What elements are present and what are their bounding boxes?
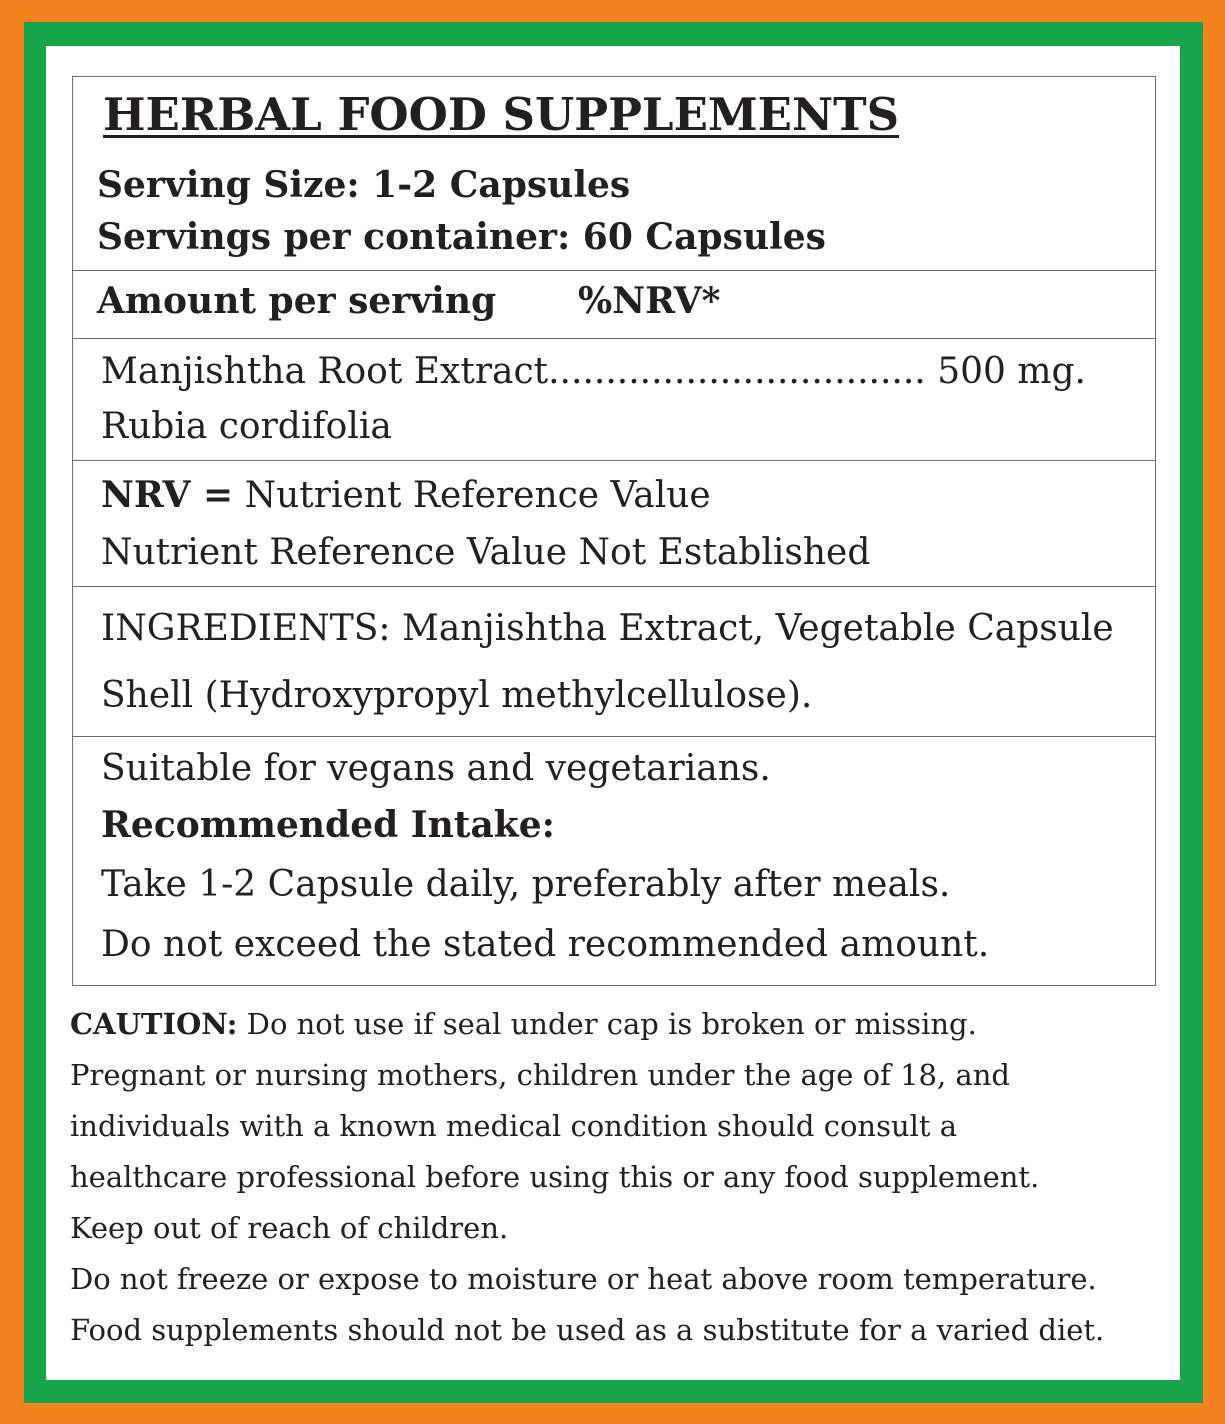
ingredient-section: [73, 339, 1155, 461]
caution-line-6: Do not freeze or expose to moisture or heat above room temperature.: [70, 1262, 1097, 1296]
intake-instruction-1: Take 1-2 Capsule daily, preferably after meals.: [101, 864, 951, 905]
nrv-definition-text: Nutrient Reference Value: [233, 475, 711, 516]
caution-line-5: Keep out of reach of children.: [70, 1211, 509, 1245]
caution-line-3: individuals with a known medical condition should consult a: [70, 1109, 958, 1143]
nrv-definition: [101, 474, 711, 516]
amount-header-section: [73, 271, 1155, 339]
intake-section: [73, 737, 1155, 985]
ingredients-line-2: Shell (Hydroxypropyl methylcellulose).: [101, 675, 813, 716]
caution-line-1: [70, 1007, 977, 1041]
nrv-definition-label: NRV =: [101, 474, 234, 516]
ingredients-line-1: INGREDIENTS: Manjishtha Extract, Vegetable Capsule: [101, 608, 1114, 649]
ingredients-section: [73, 587, 1155, 737]
nrv-definition-section: [73, 461, 1155, 587]
recommended-intake-heading: Recommended Intake:: [101, 804, 555, 846]
servings-per-container: Servings per container: 60 Capsules: [97, 216, 826, 258]
nrv-not-established: Nutrient Reference Value Not Established: [101, 532, 871, 573]
vegan-suitability: Suitable for vegans and vegetarians.: [101, 748, 771, 789]
nrv-column-header: %NRV*: [578, 280, 721, 322]
serving-size: Serving Size: 1-2 Capsules: [97, 164, 631, 206]
intake-instruction-2: Do not exceed the stated recommended amount.: [101, 924, 990, 965]
caution-text: Do not use if seal under cap is broken or missing.: [237, 1007, 977, 1041]
ingredient-amount-line: Manjishtha Root Extract................................. 500 mg.: [101, 351, 1086, 392]
amount-per-serving-header: Amount per serving: [97, 280, 497, 322]
supplement-facts-panel: [72, 76, 1156, 986]
header-section: [73, 77, 1155, 271]
label-title: HERBAL FOOD SUPPLEMENTS: [103, 88, 900, 141]
caution-line-7: Food supplements should not be used as a substitute for a varied diet.: [70, 1313, 1105, 1347]
ingredient-botanical-name: Rubia cordifolia: [101, 406, 392, 447]
caution-line-4: healthcare professional before using this or any food supplement.: [70, 1160, 1040, 1194]
caution-label: CAUTION:: [70, 1007, 238, 1041]
caution-line-2: Pregnant or nursing mothers, children under the age of 18, and: [70, 1058, 1010, 1092]
